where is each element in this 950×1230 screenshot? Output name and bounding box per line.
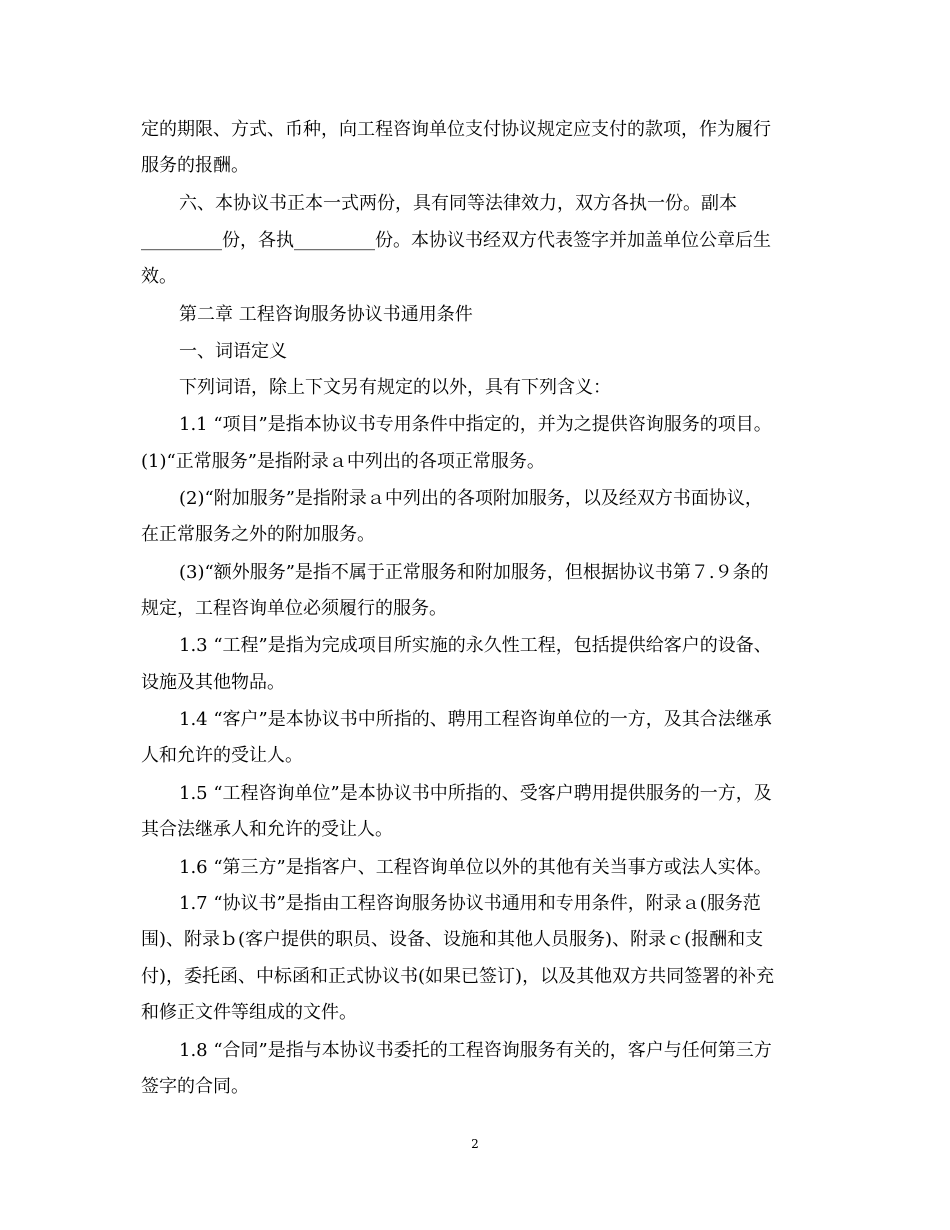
text-line: 规定，工程咨询单位必须履行的服务。: [141, 598, 447, 619]
text-line: 效。: [141, 266, 177, 287]
text-line: _________份，各执_________份。本协议书经双方代表签字并加盖单位公章后生: [141, 230, 771, 251]
text-line: 服务的报酬。: [141, 155, 249, 176]
text-line: (3)“额外服务”是指不属于正常服务和附加服务，但根据协议书第７.９条的: [179, 562, 769, 583]
text-line: 1.1 “项目”是指本协议书专用条件中指定的，并为之提供咨询服务的项目。: [179, 414, 772, 435]
text-line: (1)“正常服务”是指附录ａ中列出的各项正常服务。: [141, 451, 545, 472]
text-line: 付)，委托函、中标函和正式协议书(如果已签订)，以及其他双方共同签署的补充: [141, 966, 775, 987]
text-line: 1.6 “第三方”是指客户、工程咨询单位以外的其他有关当事方或法人实体。: [179, 857, 772, 878]
chapter-heading: 第二章 工程咨询服务协议书通用条件: [179, 304, 473, 325]
page-number: 2: [471, 1137, 479, 1151]
text-line: 其合法继承人和允许的受让人。: [141, 819, 393, 840]
text-line: 在正常服务之外的附加服务。: [141, 524, 375, 545]
text-line: 定的期限、方式、币种，向工程咨询单位支付协议规定应支付的款项，作为履行: [141, 119, 771, 140]
text-line: 1.3 “工程”是指为完成项目所实施的永久性工程，包括提供给客户的设备、: [179, 635, 772, 656]
text-line: 设施及其他物品。: [141, 672, 285, 693]
text-line: 下列词语，除上下文另有规定的以外，具有下列含义：: [179, 377, 611, 398]
text-line: 1.8 “合同”是指与本协议书委托的工程咨询服务有关的，客户与任何第三方: [179, 1040, 772, 1061]
text-line: 签字的合同。: [141, 1076, 249, 1097]
text-line: 和修正文件等组成的文件。: [141, 1002, 357, 1023]
text-line: 1.7 “协议书”是指由工程咨询服务协议书通用和专用条件，附录ａ(服务范: [179, 893, 761, 914]
text-line: 1.4 “客户”是本协议书中所指的、聘用工程咨询单位的一方，及其合法继承: [179, 709, 772, 730]
text-line: 1.5 “工程咨询单位”是本协议书中所指的、受客户聘用提供服务的一方，及: [179, 783, 772, 804]
text-line: 六、本协议书正本一式两份，具有同等法律效力，双方各执一份。副本: [179, 193, 737, 214]
text-line: 围)、附录ｂ(客户提供的职员、设备、设施和其他人员服务)、附录ｃ(报酬和支: [141, 929, 764, 950]
section-heading: 一、词语定义: [179, 341, 287, 362]
text-line: (2)“附加服务”是指附录ａ中列出的各项附加服务，以及经双方书面协议，: [179, 488, 763, 509]
text-line: 人和允许的受让人。: [141, 745, 303, 766]
